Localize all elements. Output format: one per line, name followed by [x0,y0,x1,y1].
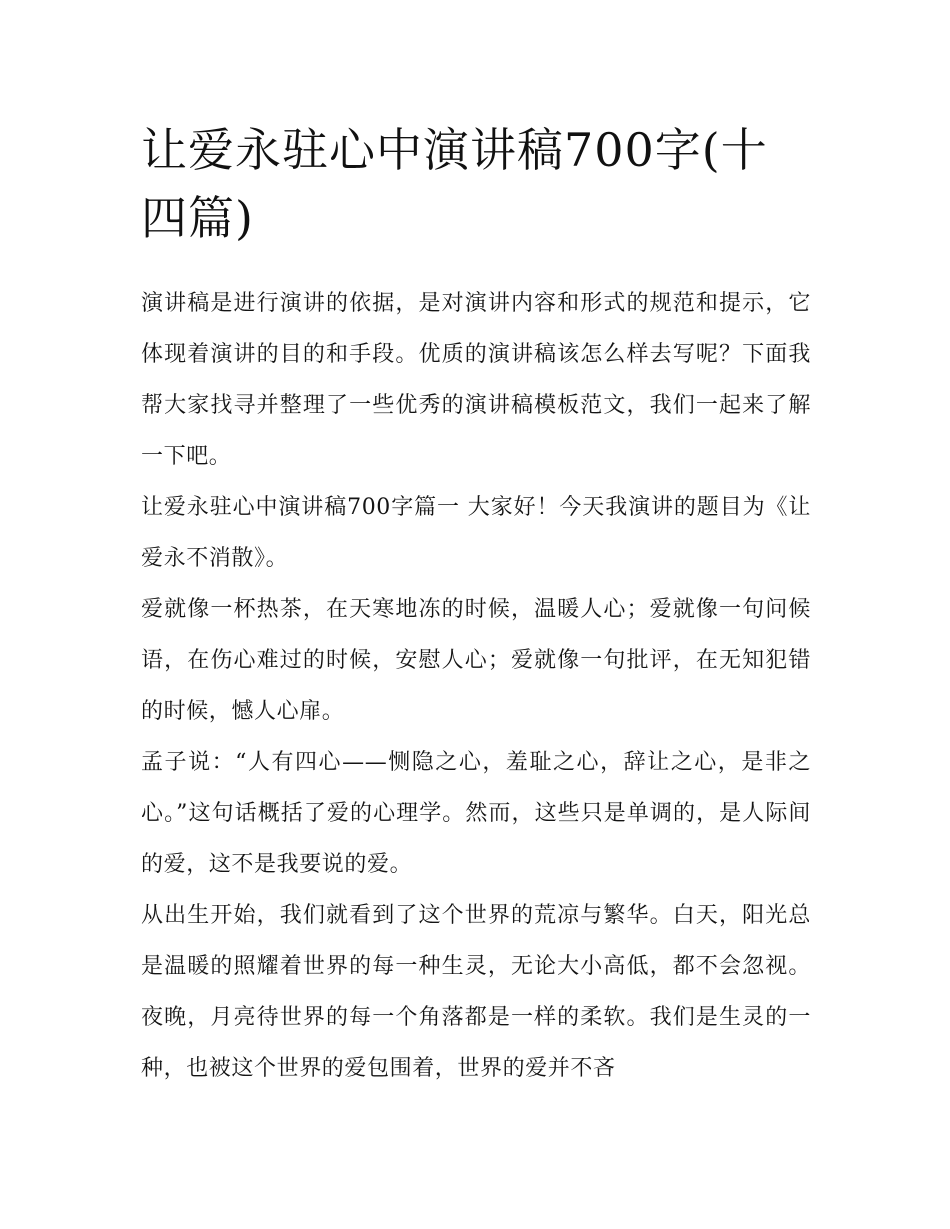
paragraph-mencius-quote: 孟子说：“人有四心——恻隐之心，羞耻之心，辞让之心，是非之心。”这句话概括了爱的心理学。然而，这些只是单调的，是人际间的爱，这不是我要说的爱。 [141,750,811,877]
paragraph-greeting: 让爱永驻心中演讲稿700字篇一 大家好！今天我演讲的题目为《让爱永不消散》。 [141,495,811,571]
document-body [141,116,811,1094]
document-title: 让爱永驻心中演讲稿700字(十四篇) [141,123,768,245]
paragraph-world-love: 从出生开始，我们就看到了这个世界的荒凉与繁华。白天，阳光总是温暖的照耀着世界的每一种生灵，无论大小高低，都不会忽视。夜晚，月亮待世界的每一个角落都是一样的柔软。我们是生灵的一种，也被这个世界的爱包围着，世界的爱并不吝 [141,903,811,1081]
paragraph-intro: 演讲稿是进行演讲的依据，是对演讲内容和形式的规范和提示，它体现着演讲的目的和手段。优质的演讲稿该怎么样去写呢？下面我帮大家找寻并整理了一些优秀的演讲稿模板范文，我们一起来了解一下吧。 [141,291,811,469]
paragraph-love-metaphor: 爱就像一杯热茶，在天寒地冻的时候，温暖人心；爱就像一句问候语，在伤心难过的时候，安慰人心；爱就像一句批评，在无知犯错的时候，憾人心扉。 [141,597,811,724]
